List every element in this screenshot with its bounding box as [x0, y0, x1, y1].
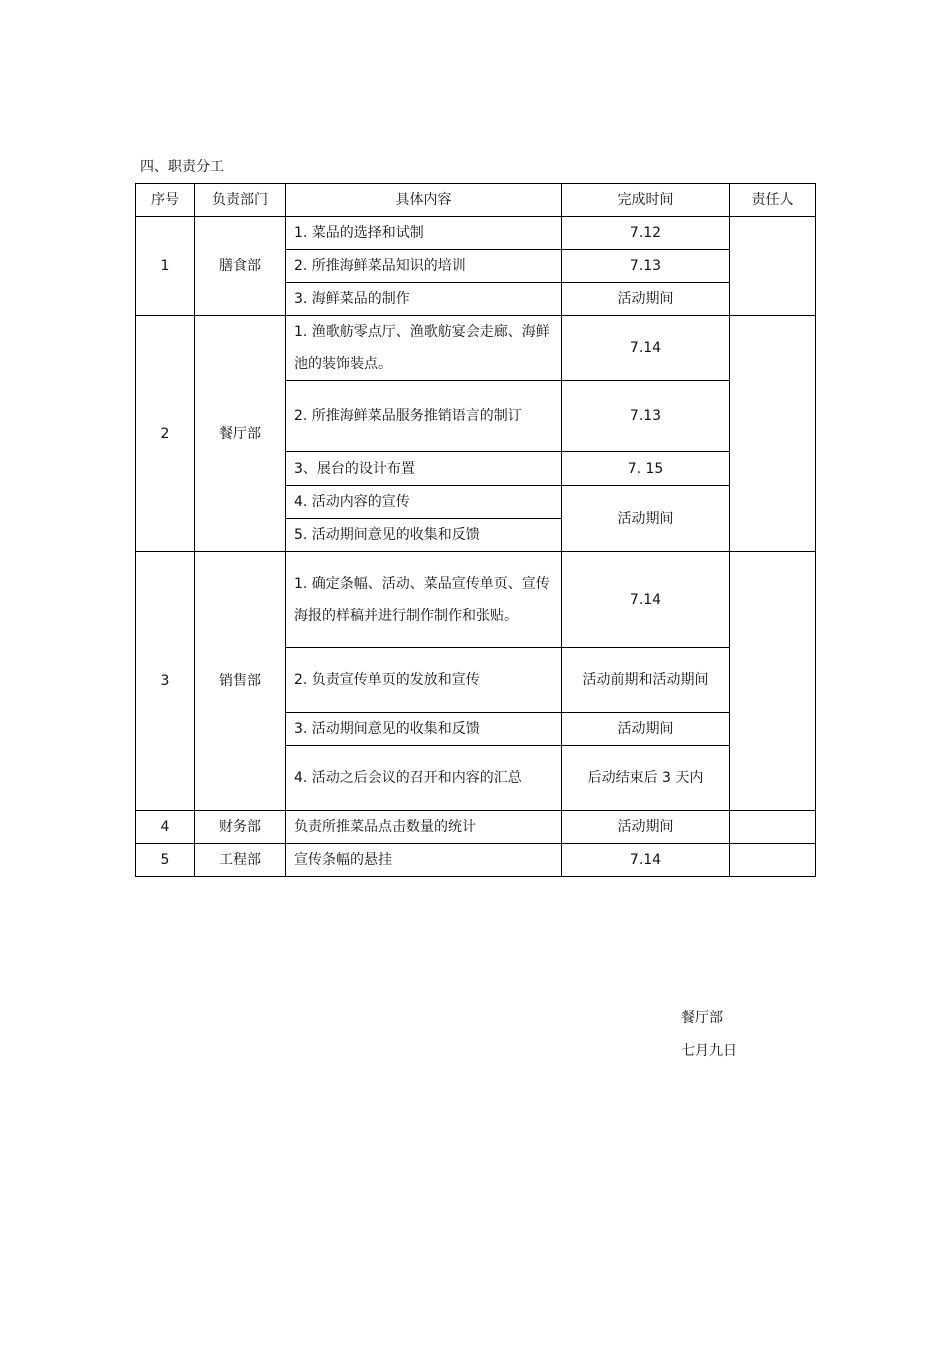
header-content: 具体内容	[286, 184, 562, 217]
row-person	[730, 552, 816, 811]
row-no: 1	[136, 217, 195, 316]
table-row	[136, 316, 816, 381]
table-row	[136, 217, 816, 250]
row-content: 1. 确定条幅、活动、菜品宣传单页、宣传海报的样稿并进行制作制作和张贴。	[286, 552, 562, 648]
row-dept: 餐厅部	[195, 316, 286, 552]
row-no: 4	[136, 811, 195, 844]
row-time: 活动期间	[562, 713, 730, 746]
row-no: 3	[136, 552, 195, 811]
row-content: 2. 所推海鲜菜品服务推销语言的制订	[286, 381, 562, 452]
row-dept: 工程部	[195, 844, 286, 877]
row-time: 后动结束后 3 天内	[562, 746, 730, 811]
row-person	[730, 316, 816, 552]
table-row	[136, 844, 816, 877]
row-content: 1. 渔歌舫零点厅、渔歌舫宴会走廊、海鲜池的装饰装点。	[286, 316, 562, 381]
row-person	[730, 811, 816, 844]
header-person: 责任人	[730, 184, 816, 217]
row-content: 3. 海鲜菜品的制作	[286, 283, 562, 316]
row-time: 7.14	[562, 552, 730, 648]
row-content: 2. 所推海鲜菜品知识的培训	[286, 250, 562, 283]
table-row	[136, 811, 816, 844]
row-content: 1. 菜品的选择和试制	[286, 217, 562, 250]
row-content: 4. 活动之后会议的召开和内容的汇总	[286, 746, 562, 811]
row-content: 2. 负责宣传单页的发放和宣传	[286, 648, 562, 713]
row-content: 5. 活动期间意见的收集和反馈	[286, 519, 562, 552]
row-time: 7.13	[562, 250, 730, 283]
row-content: 3、展台的设计布置	[286, 452, 562, 486]
row-dept: 销售部	[195, 552, 286, 811]
row-person	[730, 844, 816, 877]
section-title: 四、职责分工	[140, 159, 224, 175]
row-time: 活动期间	[562, 486, 730, 552]
row-time: 7.14	[562, 844, 730, 877]
row-person	[730, 217, 816, 316]
row-time: 活动前期和活动期间	[562, 648, 730, 713]
row-time: 活动期间	[562, 283, 730, 316]
row-dept: 膳食部	[195, 217, 286, 316]
row-content: 4. 活动内容的宣传	[286, 486, 562, 519]
row-content: 宣传条幅的悬挂	[286, 844, 562, 877]
header-row	[136, 184, 816, 217]
row-content: 3. 活动期间意见的收集和反馈	[286, 713, 562, 746]
table-row	[136, 552, 816, 648]
row-time: 7. 15	[562, 452, 730, 486]
row-time: 活动期间	[562, 811, 730, 844]
header-no: 序号	[136, 184, 195, 217]
row-time: 7.13	[562, 381, 730, 452]
header-dept: 负责部门	[195, 184, 286, 217]
row-no: 5	[136, 844, 195, 877]
row-time: 7.14	[562, 316, 730, 381]
row-time: 7.12	[562, 217, 730, 250]
header-time: 完成时间	[562, 184, 730, 217]
signature-date: 七月九日	[681, 1043, 737, 1059]
row-content: 负责所推菜品点击数量的统计	[286, 811, 562, 844]
signature-dept: 餐厅部	[681, 1010, 723, 1026]
row-no: 2	[136, 316, 195, 552]
duty-table	[135, 183, 816, 877]
row-dept: 财务部	[195, 811, 286, 844]
